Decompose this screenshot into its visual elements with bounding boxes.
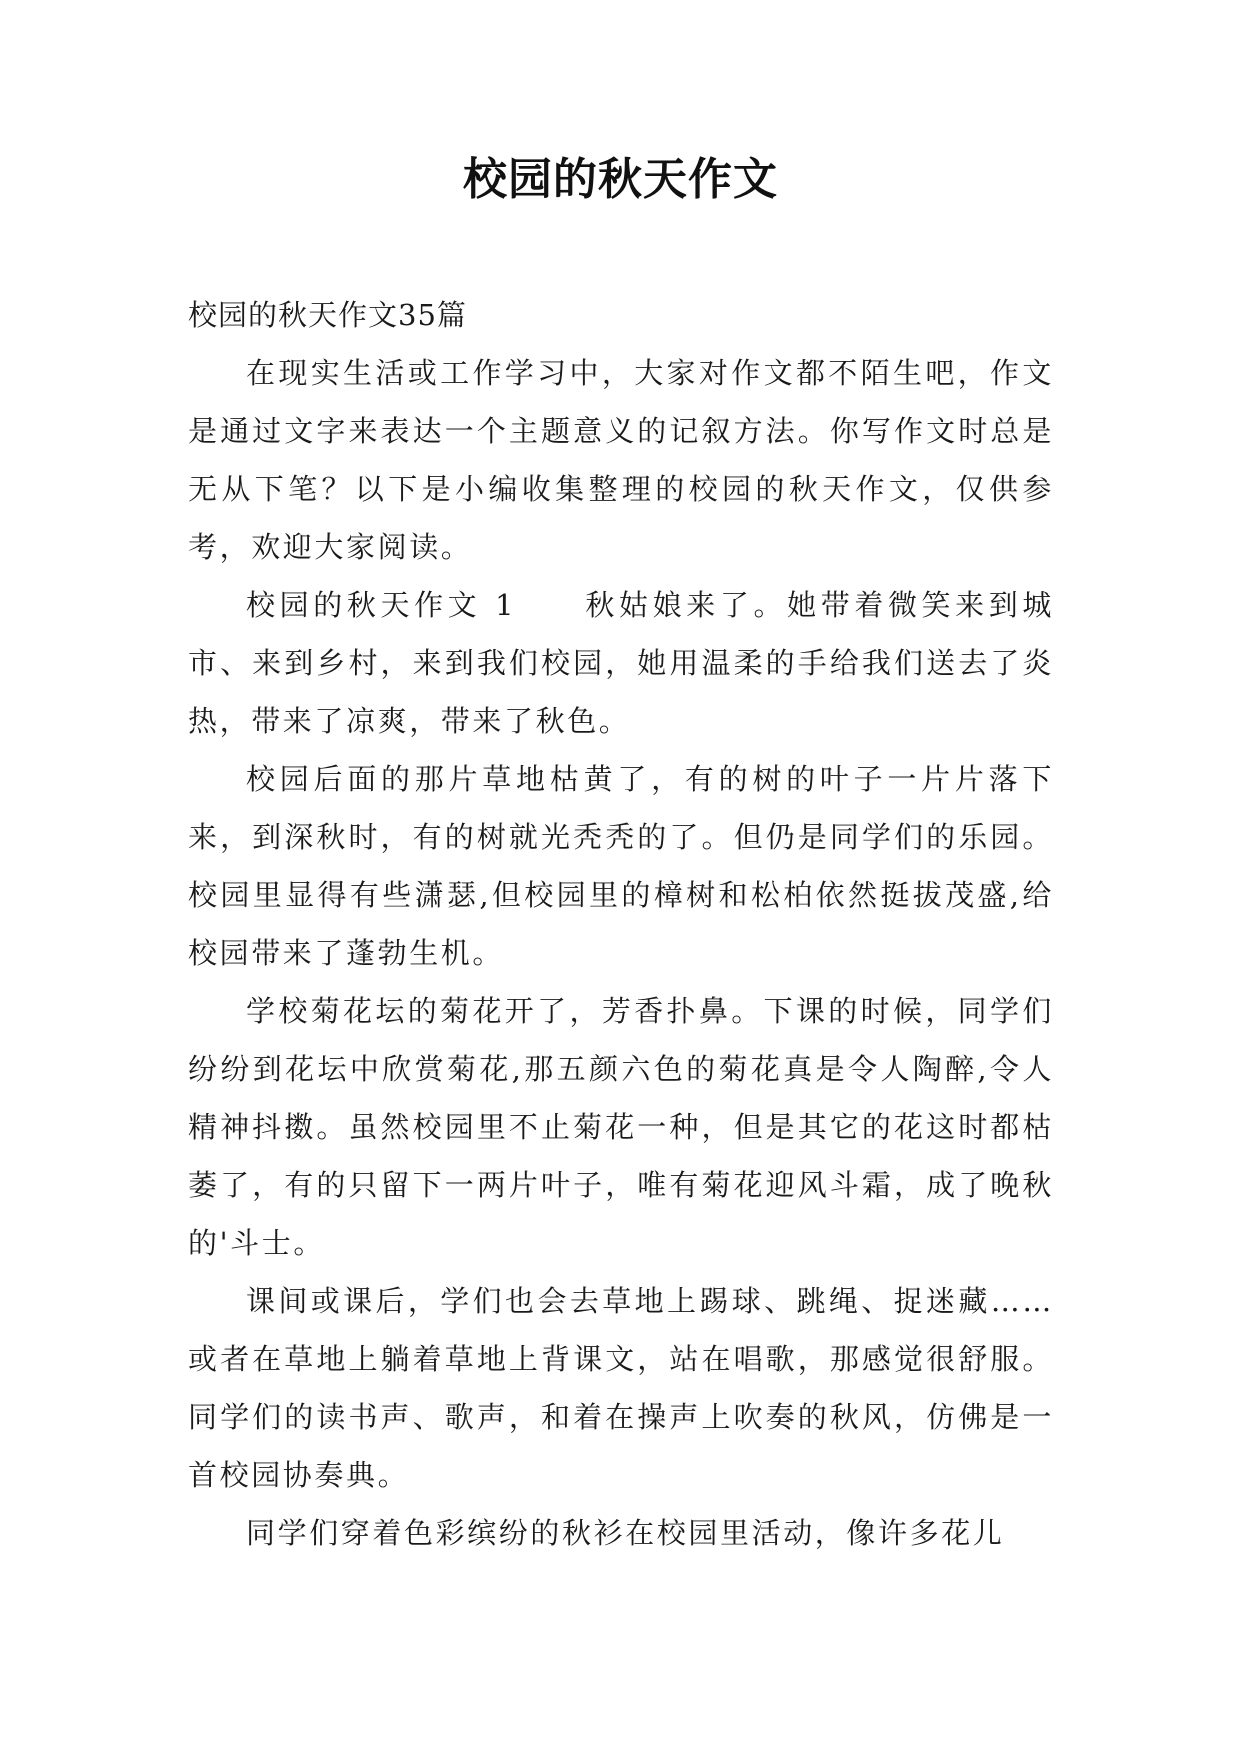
paragraph-essay-1-opening: 校园的秋天作文 1 秋姑娘来了。她带着微笑来到城市、来到乡村，来到我们校园，她用温柔的手给我们送去了炎热，带来了凉爽，带来了秋色。 xyxy=(188,588,1054,738)
paragraph-chrysanthemums: 学校菊花坛的菊花开了，芳香扑鼻。下课的时候，同学们纷纷到花坛中欣赏菊花,那五颜六色的菊花真是令人陶醉,令人精神抖擞。虽然校园里不止菊花一种，但是其它的花这时都枯萎了，有的只留下一两片叶子，唯有菊花迎风斗霜，成了晚秋的'斗士。 xyxy=(188,994,1054,1260)
document-body xyxy=(188,286,1054,1562)
paragraph-intro: 在现实生活或工作学习中，大家对作文都不陌生吧，作文是通过文字来表达一个主题意义的记叙方法。你写作文时总是无从下笔？以下是小编收集整理的校园的秋天作文，仅供参考，欢迎大家阅读。 xyxy=(188,356,1054,564)
paragraph-playtime: 课间或课后，学们也会去草地上踢球、跳绳、捉迷藏……或者在草地上躺着草地上背课文，站在唱歌，那感觉很舒服。同学们的读书声、歌声，和着在操声上吹奏的秋风，仿佛是一首校园协奏典。 xyxy=(188,1284,1054,1492)
document-title: 校园的秋天作文 xyxy=(463,154,778,205)
paragraph-autumn-clothes: 同学们穿着色彩缤纷的秋衫在校园里活动，像许多花儿 xyxy=(246,1516,1005,1550)
paragraph-grass-and-trees: 校园后面的那片草地枯黄了，有的树的叶子一片片落下来，到深秋时，有的树就光秃秃的了。但仍是同学们的乐园。校园里显得有些潇瑟,但校园里的樟树和松柏依然挺拔茂盛,给校园带来了蓬勃生机。 xyxy=(188,762,1054,970)
document-subtitle: 校园的秋天作文35篇 xyxy=(188,298,467,332)
